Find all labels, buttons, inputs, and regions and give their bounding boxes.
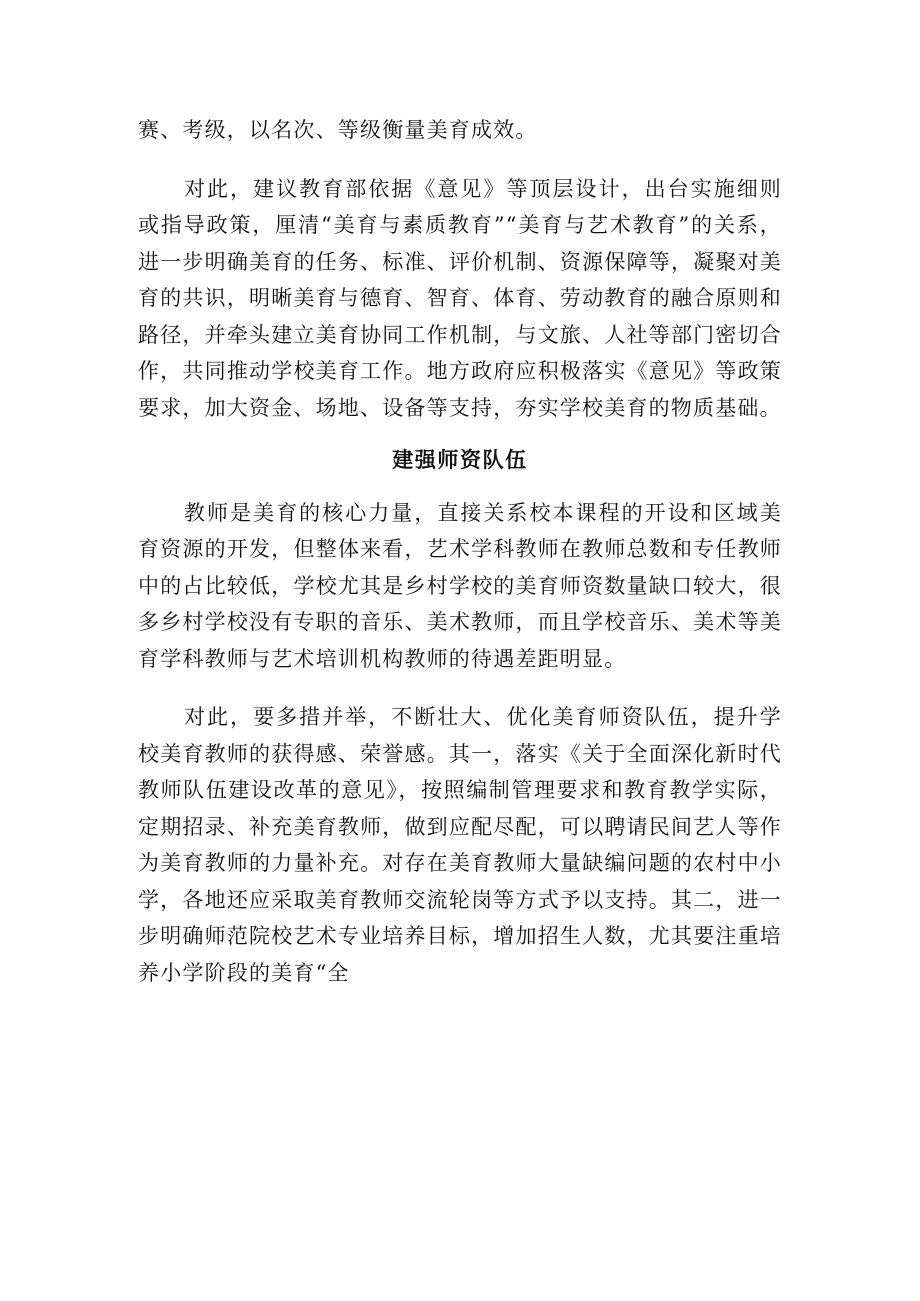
document-body xyxy=(138,112,782,991)
paragraph-spacer xyxy=(138,479,782,495)
paragraph-continuation: 赛、考级，以名次、等级衡量美育成效。 xyxy=(138,118,538,142)
paragraph-spacer xyxy=(138,149,782,171)
paragraph-teacher-shortage: 教师是美育的核心力量，直接关系校本课程的开设和区域美育资源的开发，但整体来看，艺术学科教师在教师总数和专任教师中的占比较低，学校尤其是乡村学校的美育师资数量缺口较大，很多乡村学校没有专职的音乐、美术教师，而且学校音乐、美术等美育学科教师与艺术培训机构教师的待遇差距明显。 xyxy=(138,500,782,671)
paragraph-spacer xyxy=(138,426,782,442)
section-heading: 建强师资队伍 xyxy=(392,447,528,472)
paragraph-policy-suggestion: 对此，建议教育部依据《意见》等顶层设计，出台实施细则或指导政策，厘清“美育与素质教育”“美育与艺术教育”的关系，进一步明确美育的任务、标准、评价机制、资源保障等，凝聚对美育的共识，明晰美育与德育、智育、体育、劳动教育的融合原则和路径，并牵头建立美育协同工作机制，与文旅、人社等部门密切合作，共同推动学校美育工作。地方政府应积极落实《意见》等政策要求，加大资金、场地、设备等支持，夯实学校美育的物质基础。 xyxy=(138,176,782,420)
paragraph-teacher-measures: 对此，要多措并举，不断壮大、优化美育师资队伍，提升学校美育教师的获得感、荣誉感。其一，落实《关于全面深化新时代教师队伍建设改革的意见》，按照编制管理要求和教育教学实际，定期招录、补充美育教师，做到应配尽配，可以聘请民间艺人等作为美育教师的力量补充。对存在美育教师大量缺编问题的农村中小学，各地还应采取美育教师交流轮岗等方式予以支持。其二，进一步明确师范院校艺术专业培养目标，增加招生人数，尤其要注重培养小学阶段的美育“全 xyxy=(138,705,782,985)
paragraph-spacer xyxy=(138,677,782,699)
